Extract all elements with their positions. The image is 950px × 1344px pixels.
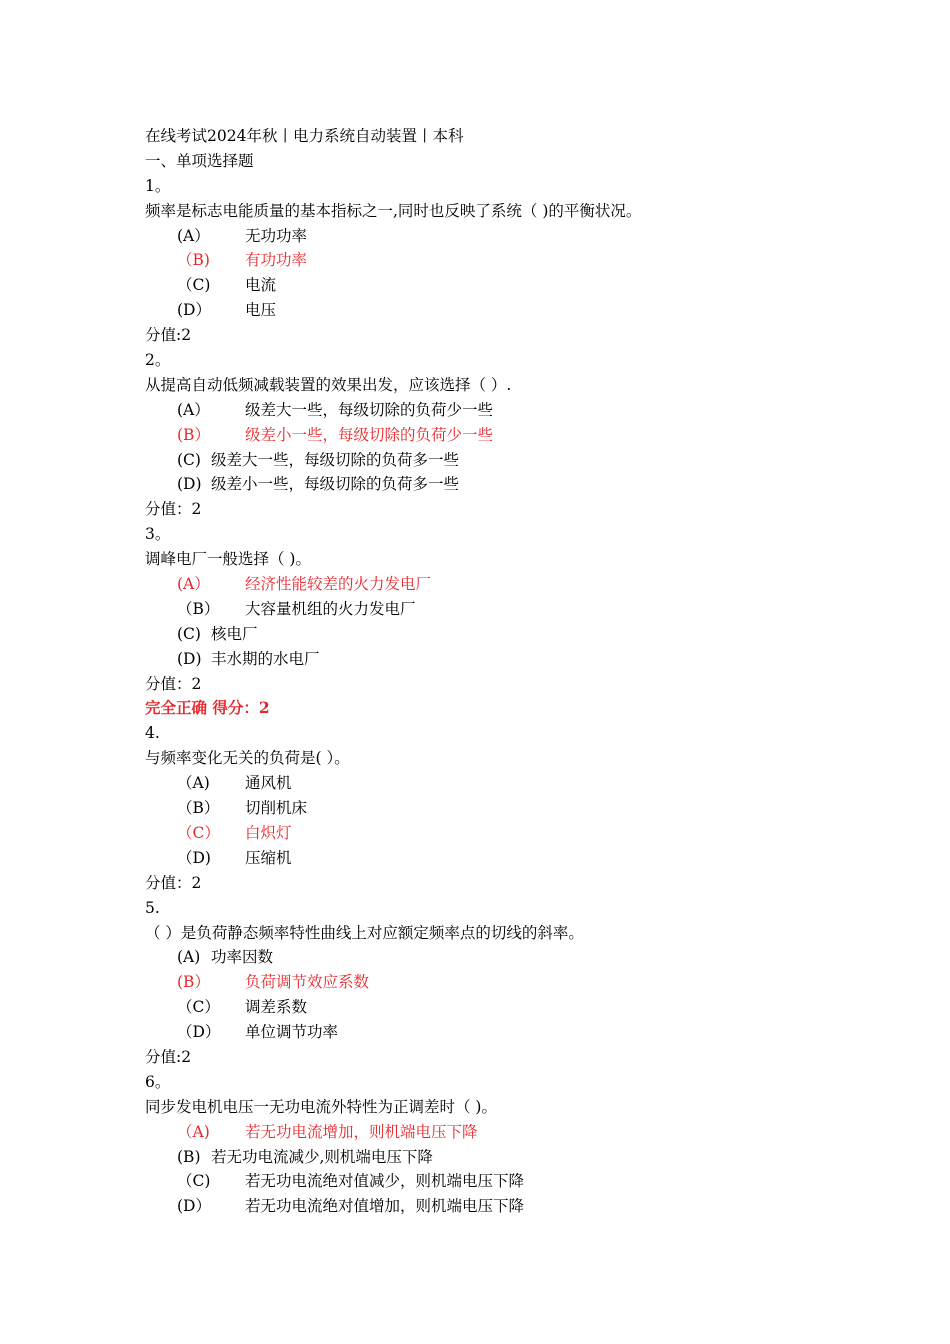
option-c-correct — [145, 821, 865, 846]
option-text: 丰水期的水电厂 — [211, 649, 320, 668]
option-text: 负荷调节效应系数 — [245, 973, 370, 992]
option-b-correct — [145, 423, 865, 448]
option-text: 若无功电流减少,则机端电压下降 — [211, 1147, 433, 1166]
option-text: 压缩机 — [245, 848, 292, 867]
question-6 — [145, 1070, 865, 1219]
option-label: (D） — [177, 1197, 211, 1216]
option-label: (D) — [177, 649, 202, 668]
option-d — [145, 298, 865, 323]
option-text: 通风机 — [245, 774, 292, 793]
question-score: 分值：2 — [145, 500, 202, 519]
option-a-correct — [145, 572, 865, 597]
option-label: （C) — [177, 276, 211, 295]
question-number: 3。 — [145, 525, 171, 544]
option-label: （B) — [177, 251, 210, 270]
option-a — [145, 945, 865, 970]
question-score: 分值：2 — [145, 873, 202, 892]
option-b — [145, 796, 865, 821]
option-a — [145, 398, 865, 423]
option-label: （C） — [177, 823, 220, 842]
option-b — [145, 1145, 865, 1170]
option-label: （A) — [177, 774, 210, 793]
option-text: 无功功率 — [245, 226, 308, 245]
option-text: 有功功率 — [245, 251, 308, 270]
option-label: (A） — [177, 575, 210, 594]
option-label: （A) — [177, 1122, 210, 1141]
option-a — [145, 771, 865, 796]
option-text: 级差大一些，每级切除的负荷多一些 — [211, 450, 460, 469]
question-1 — [145, 174, 865, 348]
option-c — [145, 448, 865, 473]
question-number: 4. — [145, 724, 160, 743]
option-label: （C) — [177, 1172, 211, 1191]
option-text: 级差大一些，每级切除的负荷少一些 — [245, 400, 494, 419]
option-d — [145, 1020, 865, 1045]
option-b-correct — [145, 970, 865, 995]
question-stem: （ ）是负荷静态频率特性曲线上对应额定频率点的切线的斜率。 — [145, 923, 584, 942]
question-stem: 同步发电机电压一无功电流外特性为正调差时（ )。 — [145, 1097, 497, 1116]
option-text: 若无功电流增加，则机端电压下降 — [245, 1122, 478, 1141]
option-text: 核电厂 — [211, 624, 258, 643]
option-d — [145, 647, 865, 672]
option-text: 调差系数 — [245, 998, 308, 1017]
question-2 — [145, 348, 865, 522]
result-label: 完全正确 得分：2 — [145, 698, 270, 718]
question-stem: 从提高自动低频减载装置的效果出发，应该选择（ ）. — [145, 375, 512, 394]
option-label: （C） — [177, 998, 220, 1017]
option-label: (C) — [177, 450, 201, 469]
question-stem: 与频率变化无关的负荷是( ）。 — [145, 749, 350, 768]
option-d — [145, 846, 865, 871]
question-5 — [145, 896, 865, 1070]
option-text: 切削机床 — [245, 799, 308, 818]
option-a — [145, 224, 865, 249]
option-label: （B） — [177, 799, 220, 818]
question-score: 分值：2 — [145, 674, 202, 693]
option-label: (D） — [177, 301, 211, 320]
option-label: （D） — [177, 1023, 221, 1042]
question-number: 5. — [145, 898, 160, 917]
option-label: (C) — [177, 624, 201, 643]
option-text: 大容量机组的火力发电厂 — [245, 599, 416, 618]
option-a-correct — [145, 1120, 865, 1145]
option-label: (A) — [177, 948, 201, 967]
option-text: 若无功电流绝对值减少，则机端电压下降 — [245, 1172, 525, 1191]
exam-page — [145, 124, 865, 1219]
option-label: (B） — [177, 425, 210, 444]
option-label: (D) — [177, 475, 202, 494]
question-number: 6。 — [145, 1072, 171, 1091]
option-label: (B) — [177, 1147, 201, 1166]
option-b-correct — [145, 248, 865, 273]
question-4 — [145, 721, 865, 895]
option-text: 经济性能较差的火力发电厂 — [245, 575, 432, 594]
option-b — [145, 597, 865, 622]
option-label: （D) — [177, 848, 211, 867]
option-c — [145, 622, 865, 647]
option-text: 级差小一些，每级切除的负荷少一些 — [245, 425, 494, 444]
option-text: 电压 — [245, 301, 277, 320]
section-heading: 一、单项选择题 — [145, 151, 254, 170]
option-d — [145, 1194, 865, 1219]
question-number: 1。 — [145, 176, 171, 195]
question-score: 分值:2 — [145, 1047, 192, 1066]
option-c — [145, 1169, 865, 1194]
question-number: 2。 — [145, 351, 171, 370]
option-label: (A） — [177, 226, 210, 245]
option-c — [145, 995, 865, 1020]
question-stem: 调峰电厂一般选择（ )。 — [145, 550, 311, 569]
option-text: 白炽灯 — [245, 823, 292, 842]
option-label: (A） — [177, 400, 210, 419]
option-text: 若无功电流绝对值增加，则机端电压下降 — [245, 1197, 525, 1216]
question-3 — [145, 522, 865, 721]
option-text: 级差小一些，每级切除的负荷多一些 — [211, 475, 460, 494]
option-c — [145, 273, 865, 298]
option-text: 功率因数 — [211, 948, 274, 967]
option-d — [145, 472, 865, 497]
option-text: 单位调节功率 — [245, 1023, 339, 1042]
question-score: 分值:2 — [145, 326, 192, 345]
option-label: (B） — [177, 973, 210, 992]
option-text: 电流 — [245, 276, 277, 295]
option-label: （B） — [177, 599, 220, 618]
exam-title: 在线考试2024年秋丨电力系统自动装置丨本科 — [145, 127, 464, 145]
question-stem: 频率是标志电能质量的基本指标之一,同时也反映了系统（ )的平衡状况。 — [145, 201, 642, 220]
